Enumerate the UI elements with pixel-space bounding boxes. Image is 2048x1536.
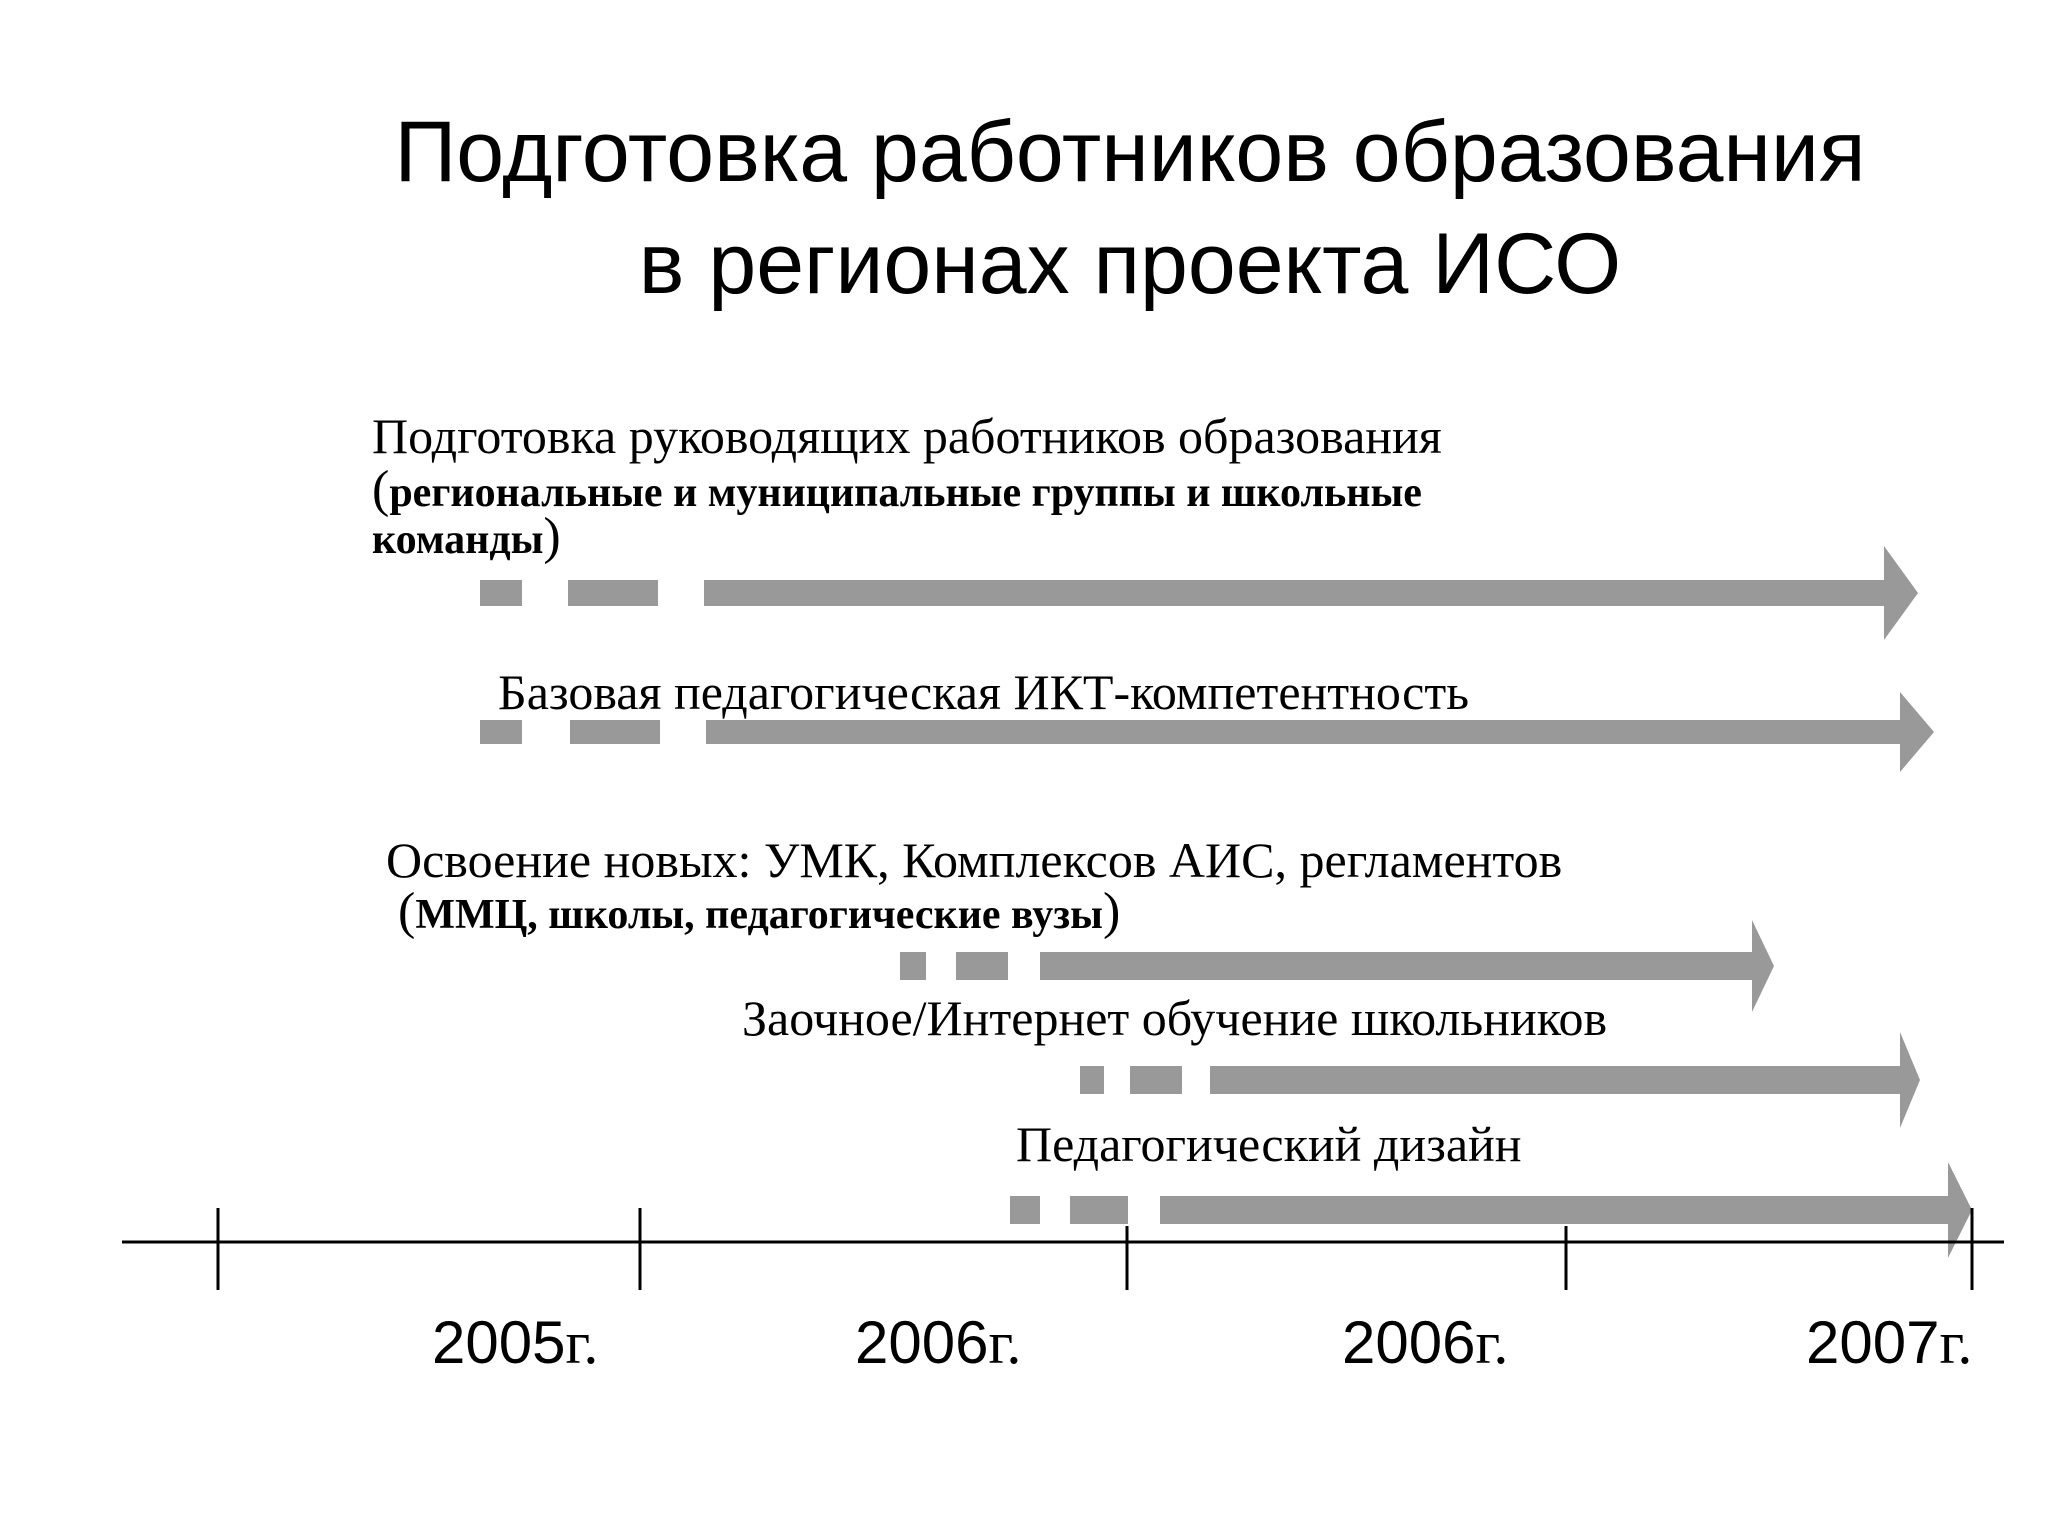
year-3-suffix: г. — [1475, 1310, 1509, 1376]
track-4-arrow — [1080, 1032, 1920, 1128]
track-5-dash-1 — [1010, 1196, 1040, 1224]
year-label-4 — [1806, 1308, 1972, 1378]
paren-open: ( — [372, 461, 390, 518]
track-3-dash-1 — [900, 952, 926, 980]
year-1-num: 2005 — [432, 1309, 566, 1376]
track-2-dash-1 — [480, 720, 522, 744]
track-4-dash-1 — [1080, 1066, 1104, 1094]
year-2-suffix: г. — [988, 1310, 1022, 1376]
year-label-2 — [855, 1308, 1021, 1378]
track-1-arrow-body — [704, 546, 1918, 640]
year-3-num: 2006 — [1342, 1309, 1476, 1376]
arrows — [480, 546, 1972, 1258]
track-4-dash-2 — [1130, 1066, 1182, 1094]
track-5-dash-2 — [1070, 1196, 1128, 1224]
year-label-3 — [1342, 1308, 1508, 1378]
track-1-dash-1 — [480, 580, 522, 606]
year-label-1 — [432, 1308, 598, 1378]
year-2-num: 2006 — [855, 1309, 989, 1376]
title-line-1: Подготовка работников образования — [394, 104, 1866, 200]
paren-open: ( — [398, 883, 416, 940]
title-line-2: в регионах проекта ИСО — [638, 216, 1622, 312]
year-4-suffix: г. — [1939, 1310, 1973, 1376]
track-2-label: Базовая педагогическая ИКТ-компетентность — [498, 664, 1469, 720]
track-4-label: Заочное/Интернет обучение школьников — [742, 990, 1608, 1046]
track-1-dash-2 — [568, 580, 658, 606]
track-1-arrow — [480, 546, 1918, 640]
track-1-sublabel-line2: команды — [372, 517, 544, 563]
track-3-sublabel-text: ММЦ, школы, педагогические вузы — [415, 892, 1103, 938]
track-3-label: Освоение новых: УМК, Комплексов АИС, регламентов — [386, 832, 1563, 888]
track-5-label: Педагогический дизайн — [1016, 1116, 1522, 1172]
track-5-arrow — [1010, 1162, 1972, 1258]
track-1-sublabel-line1: региональные и муниципальные группы и школьные — [389, 470, 1422, 516]
track-2-dash-2 — [570, 720, 660, 744]
paren-close: ) — [543, 508, 561, 565]
paren-close: ) — [1102, 883, 1121, 940]
track-3-arrow-body — [1040, 920, 1774, 1012]
year-4-num: 2007 — [1806, 1309, 1940, 1376]
track-1-label: Подготовка руководящих работников образования — [372, 408, 1442, 464]
track-2-arrow-body — [706, 692, 1934, 772]
track-3-arrow — [900, 920, 1774, 1012]
year-1-suffix: г. — [565, 1310, 599, 1376]
track-3-dash-2 — [956, 952, 1008, 980]
track-4-arrow-body — [1210, 1032, 1920, 1128]
track-2-arrow — [480, 692, 1934, 772]
